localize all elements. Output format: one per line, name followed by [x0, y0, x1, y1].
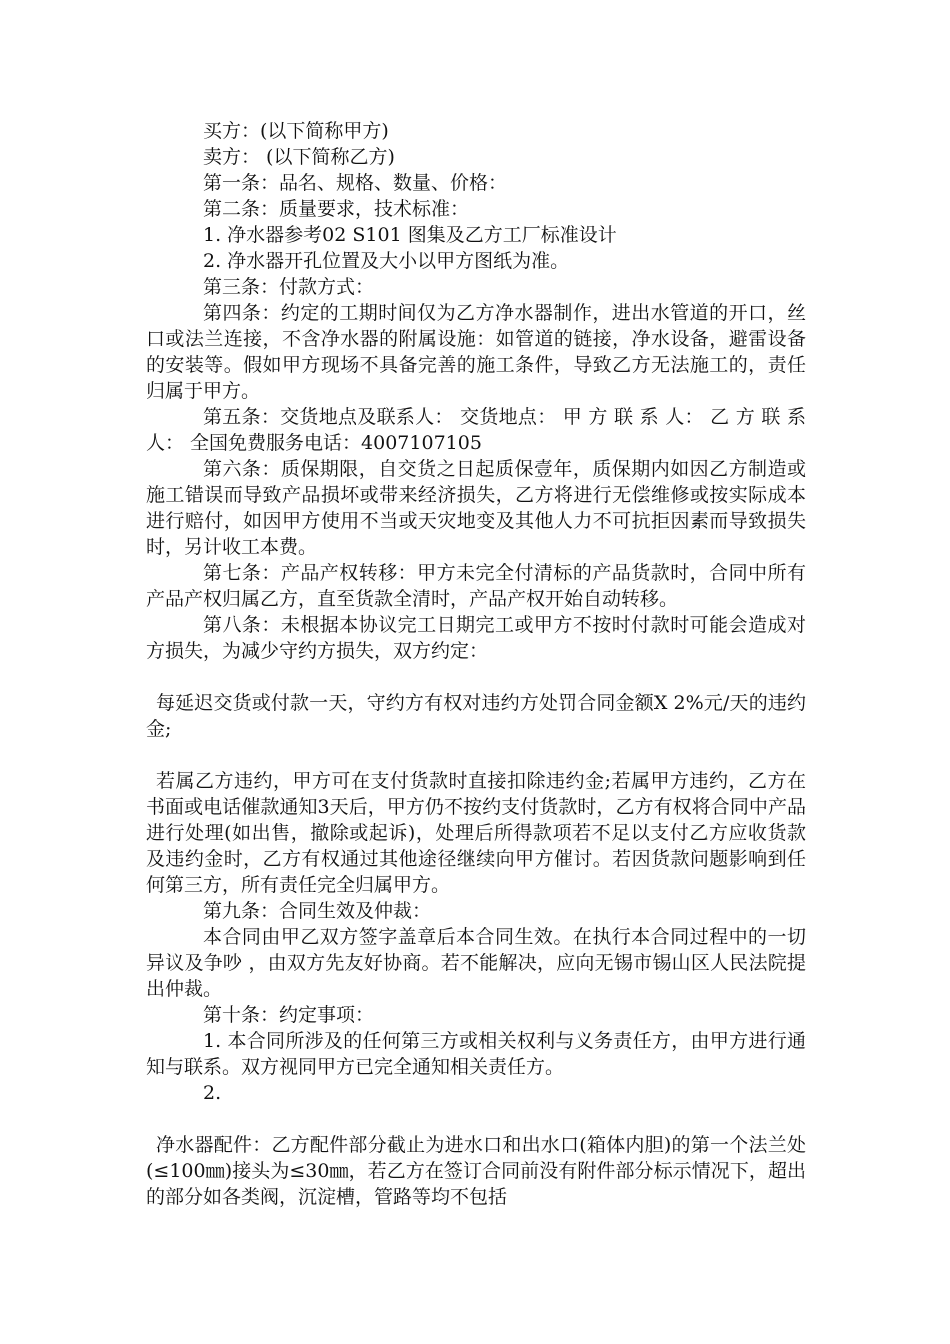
article-6-paragraph: 第六条：质保期限，自交货之日起质保壹年，质保期内如因乙方制造或施工错误而导致产品损坏或带来经济损失，乙方将进行无偿维修或按实际成本进行赔付，如因甲方使用不当或天灾地变及其他人力不可抗拒因素而导致损失时，另计收工本费。 — [146, 458, 806, 558]
article-9-heading: 第九条：合同生效及仲裁： — [203, 900, 432, 922]
article-8-paragraph: 第八条：未根据本协议完工日期完工或甲方不按时付款时可能会造成对方损失，为减少守约方损失，双方约定： — [146, 614, 806, 662]
contract-document — [146, 118, 806, 1210]
article-2-heading: 第二条：质量要求，技术标准： — [203, 198, 470, 220]
article-1-heading: 第一条：品名、规格、数量、价格： — [203, 172, 508, 194]
article-8-penalty-paragraph: 每延迟交货或付款一天，守约方有权对违约方处罚合同金额X 2%元/天的违约金; — [146, 692, 806, 740]
article-2-item-2: 2. 净水器开孔位置及大小以甲方图纸为准。 — [203, 250, 570, 272]
buyer-line: 买方：(以下简称甲方) — [203, 120, 389, 142]
seller-line: 卖方： (以下简称乙方) — [203, 146, 395, 168]
article-9-paragraph: 本合同由甲乙双方签字盖章后本合同生效。在执行本合同过程中的一切异议及争吵 ，由双方先友好协商。若不能解决，应向无锡市锡山区人民法院提出仲裁。 — [146, 926, 806, 1000]
blank-line — [146, 664, 806, 690]
article-10-item-2: 2. — [203, 1082, 222, 1104]
blank-line — [146, 742, 806, 768]
article-3-heading: 第三条：付款方式： — [203, 276, 375, 298]
article-7-paragraph: 第七条：产品产权转移：甲方未完全付清标的产品货款时，合同中所有产品产权归属乙方，直至货款全清时，产品产权开始自动转移。 — [146, 562, 806, 610]
blank-line — [146, 1106, 806, 1132]
article-4-paragraph: 第四条：约定的工期时间仅为乙方净水器制作，进出水管道的开口，丝口或法兰连接，不含净水器的附属设施：如管道的链接，净水设备，避雷设备的安装等。假如甲方现场不具备完善的施工条件，导致乙方无法施工的，责任归属于甲方。 — [146, 302, 806, 402]
article-8-breach-paragraph: 若属乙方违约，甲方可在支付货款时直接扣除违约金;若属甲方违约，乙方在书面或电话催款通知3天后，甲方仍不按约支付货款时，乙方有权将合同中产品进行处理(如出售，撤除或起诉)，处理后所得款项若不足以支付乙方应收货款及违约金时，乙方有权通过其他途径继续向甲方催讨。若因货款问题影响到任何第三方，所有责任完全归属甲方。 — [146, 770, 806, 896]
article-2-item-1: 1. 净水器参考02 S101 图集及乙方工厂标准设计 — [203, 224, 617, 246]
article-10-item-1: 1. 本合同所涉及的任何第三方或相关权利与义务责任方，由甲方进行通知与联系。双方视同甲方已完全通知相关责任方。 — [146, 1030, 806, 1078]
article-5-paragraph: 第五条：交货地点及联系人： 交货地点： 甲 方 联 系 人： 乙 方 联 系 人： 全国免费服务电话：4007107105 — [146, 406, 806, 454]
article-10-fittings-paragraph: 净水器配件：乙方配件部分截止为进水口和出水口(箱体内胆)的第一个法兰处(≤100㎜)接头为≤30㎜，若乙方在签订合同前没有附件部分标示情况下，超出的部分如各类阀，沉淀槽，管路等均不包括 — [146, 1134, 806, 1208]
article-10-heading: 第十条：约定事项： — [203, 1004, 375, 1026]
